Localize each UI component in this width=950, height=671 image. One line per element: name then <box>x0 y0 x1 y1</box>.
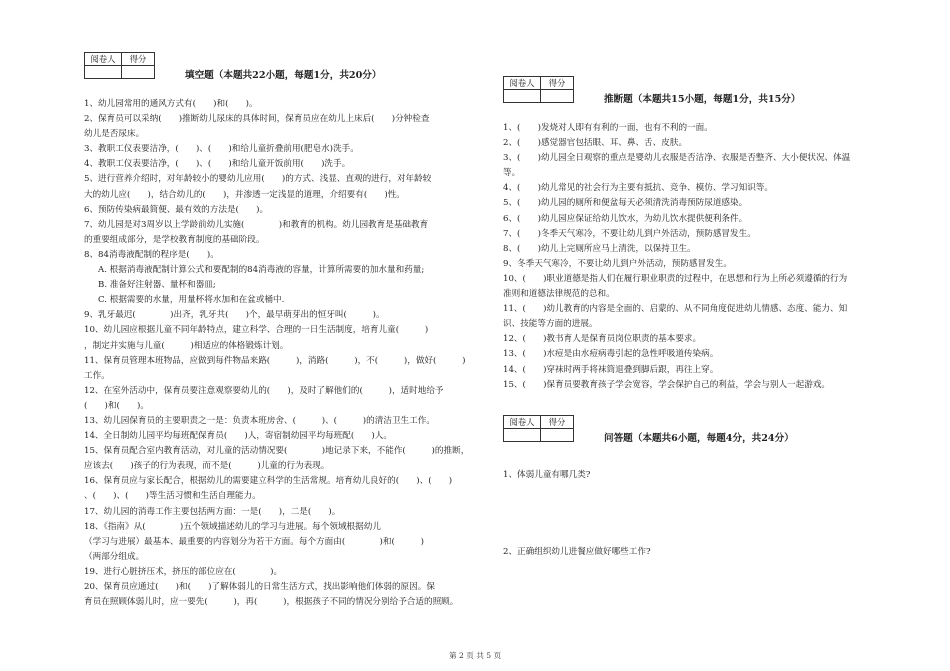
qa-section-title: 问答题（本题共6小题，每题4分，共24分） <box>604 432 794 444</box>
score-label: 得分 <box>541 77 574 90</box>
fill-question-line: C. 根据需要的水量，用量杯将水加和在盆或桶中. <box>98 295 285 306</box>
reviewer-label: 阅卷人 <box>504 415 541 428</box>
judge-question-line: 2、( )感觉器官包括眼、耳、鼻、舌、皮肤。 <box>503 138 688 149</box>
judge-question-line: 6、( )幼儿园应保证给幼儿饮水，为幼儿饮水提供便利条件。 <box>503 213 748 224</box>
fill-question-line: 8、84消毒液配制的程序是( )。 <box>84 249 219 260</box>
judge-question-line: 8、( )幼儿上完厕所应马上清洗，以保持卫生。 <box>503 243 696 254</box>
judge-question-line: 1、( )发烧对人即有有利的一面，也有不利的一面。 <box>503 123 713 133</box>
judge-question-line: 等。 <box>503 168 521 179</box>
fill-question-line: （两部分组成。 <box>84 551 145 562</box>
fill-question-line: 12、在室外活动中，保育员要注意观察要幼儿的( )，及时了解他们的( )，适时地给予 <box>84 385 444 396</box>
judge-question-line: 4、( )幼儿常见的社会行为主要有抵抗、竞争、模仿、学习知识等。 <box>503 183 773 194</box>
judge-question-line: 10、( )职业道德是指人们在履行职业职责的过程中，在思想和行为上所必须遵循的行为 <box>503 273 848 284</box>
judge-questions <box>503 121 903 393</box>
fill-question-line: 1、幼儿园常用的通风方式有( )和( )。 <box>84 99 258 109</box>
right-column <box>503 76 903 560</box>
score-cell <box>541 90 574 103</box>
fill-question-line: 6、预防传染病最简便、最有效的方法是( )。 <box>84 204 269 215</box>
fill-question-line: B. 准备好注射器、量杯和器皿; <box>98 280 216 291</box>
fill-question-line: 4、教职工仪表要洁净，( )、( )和给儿童开饭前用( )洗手。 <box>84 159 351 170</box>
fill-question-line: 10、幼儿园应根据儿童不同年龄特点，建立科学、合理的一日生活制度，培育儿童( ) <box>84 325 429 336</box>
fill-questions <box>84 97 489 610</box>
left-column <box>84 52 489 610</box>
judge-question-line: 9、冬季天气寒冷，不要让幼儿到户外活动，预防感冒发生。 <box>503 258 732 269</box>
fill-question-line: 应该去( )孩子的行为表现，而不是( )儿童的行为表现。 <box>84 461 330 472</box>
score-box <box>503 76 574 103</box>
reviewer-label: 阅卷人 <box>85 53 122 66</box>
judge-question-line: 3、( )幼儿园全日观察的重点是婴幼儿衣服是否洁净、衣服是否整齐、大小便状况、体温 <box>503 153 851 164</box>
fill-question-line: 3、教职工仪表要洁净，( )、( )和给儿童折叠前用(肥皂水)洗手。 <box>84 144 359 155</box>
fill-question-line: 18、《指南》从( )五个领域描述幼儿的学习与进展。每个领域根据幼儿 <box>84 521 381 532</box>
fill-question-line: （学习与进展）最基本、最重要的内容划分为若干方面。每个方面由( )和( ) <box>84 536 424 547</box>
qa-question: 2、正确组织幼儿进餐应做好哪些工作? <box>503 546 651 557</box>
fill-question-line: 育员在照顾体弱儿时，应一要先( )，再( )，根据孩子不同的情况分别给予合适的照顾。 <box>84 597 459 608</box>
fill-question-line: A. 根据消毒液配制计算公式和要配制的84消毒液的容量，计算所需要的加水量和药量; <box>98 265 425 276</box>
qa-question: 1、体弱儿童有哪几类? <box>503 469 591 480</box>
judge-question-line: 7、( )冬季天气寒冷，不要让幼儿到户外活动，预防感冒发生。 <box>503 228 756 239</box>
judge-question-line: 5、( )幼儿园的厕所和便盆每天必须清洗消毒预防尿道感染。 <box>503 198 748 209</box>
fill-question-line: 5、进行营养介绍时，对年龄较小的婴幼儿应用( )的方式、浅显、直观的进行，对年龄较 <box>84 174 432 185</box>
judge-question-line: 12、( )教书育人是保育员岗位职责的基本要求。 <box>503 334 702 345</box>
fill-question-line: 20、保育员应通过( )和( )了解体弱儿的日常生活方式，找出影响他们体弱的原因。保 <box>84 582 435 592</box>
reviewer-cell <box>504 90 541 103</box>
score-label: 得分 <box>541 415 574 428</box>
fill-question-line: 19、进行心脏挤压术，挤压的部位应在( )。 <box>84 566 283 577</box>
qa-questions <box>503 468 903 560</box>
judge-question-line: 准则和道德法律规范的总和。 <box>503 289 615 300</box>
fill-question-line: 16、保育员应与家长配合，根据幼儿的需要建立科学的生活常规。培育幼儿良好的( )、( ) <box>84 476 453 487</box>
qa-section-header <box>503 415 903 442</box>
fill-section-header <box>84 52 489 79</box>
fill-question-line: 9、乳牙最迟( )出齐，乳牙共( )个，最早萌芽出的恒牙叫( )。 <box>84 310 385 321</box>
judge-question-line: 11、( )幼儿教育的内容是全面的、启蒙的、从不同角度促进幼儿情感、态度、能力、知 <box>503 304 848 315</box>
score-cell <box>122 66 155 79</box>
reviewer-cell <box>85 66 122 79</box>
score-cell <box>541 428 574 441</box>
fill-question-line: 工作。 <box>84 370 110 381</box>
judge-section-header <box>503 76 903 103</box>
fill-question-line: 17、幼儿园的消毒工作主要包括两方面：一是( )，二是( )。 <box>84 506 341 517</box>
fill-question-line: 幼儿是否尿床。 <box>84 129 145 140</box>
fill-question-line: 、( )、( )等生活习惯和生活自理能力。 <box>84 491 261 502</box>
fill-question-line: ( )和( )。 <box>84 400 149 411</box>
fill-question-line: 2、保育员可以采纳( )推断幼儿尿床的具体时间，保育员应在幼儿上床后( )分钟检查 <box>84 114 430 125</box>
fill-question-line: 14、全日制幼儿园平均每班配保育员( )人，寄宿制幼园平均每班配( )人。 <box>84 431 392 442</box>
fill-question-line: 13、幼儿园保育员的主要职责之一是：负责本班房舍、( )、( )的清洁卫生工作。 <box>84 415 435 426</box>
fill-question-line: 的重要组成部分，是学校教育制度的基础阶段。 <box>84 234 265 245</box>
fill-section-title: 填空题（本题共22小题，每题1分，共20分） <box>185 69 382 81</box>
judge-question-line: 15、( )保育员要教育孩子学会宽容，学会保护自己的利益，学会与别人一起游戏。 <box>503 379 831 390</box>
fill-question-line: 15、保育员配合室内教育活动，对儿童的活动情况要( )地记录下来，不能作( )的推断， <box>84 446 470 457</box>
reviewer-label: 阅卷人 <box>504 77 541 90</box>
fill-question-line: 7、幼儿园是对3周岁以上学龄前幼儿实施( )和教育的机构。幼儿园教育是基础教育 <box>84 219 429 230</box>
fill-question-line: 大的幼儿应( )，结合幼儿的( )，并渗透一定浅显的道理，介绍要有( )性。 <box>84 189 405 200</box>
judge-section-title: 推断题（本题共15小题，每题1分，共15分） <box>604 93 801 105</box>
judge-question-line: 13、( )水痘是由水痘病毒引起的急性呼吸道传染病。 <box>503 349 719 360</box>
judge-question-line: 14、( )穿袜时两手将袜筒退叠到脚后跟，再往上穿。 <box>503 364 719 375</box>
page-number: 第 2 页 共 5 页 <box>448 651 502 660</box>
score-label: 得分 <box>122 53 155 66</box>
fill-question-line: ，制定并实施与儿童( )相适应的体格锻炼计划。 <box>84 340 289 351</box>
answer-space <box>503 483 903 537</box>
fill-question-line: 11、保育员管理本班物品，应做到每件物品来路( )，消路( )，不( )，做好( ) <box>84 355 466 366</box>
score-box <box>503 415 574 442</box>
judge-question-line: 识、技能等方面的进展。 <box>503 319 598 330</box>
reviewer-cell <box>504 428 541 441</box>
score-box <box>84 52 155 79</box>
